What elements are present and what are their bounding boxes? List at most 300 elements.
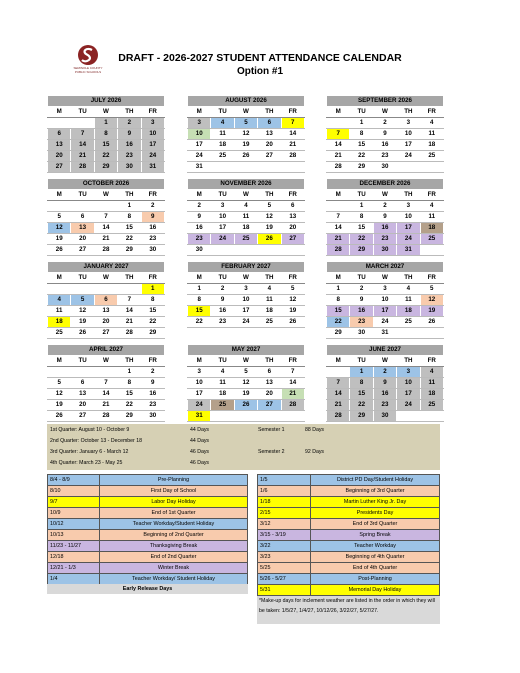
logo-text: SEMINOLE COUNTY PUBLIC SCHOOLS (73, 66, 103, 74)
calendar-day: 19 (234, 389, 257, 400)
calendar-day: 13 (258, 129, 281, 140)
calendar-day: 29 (94, 162, 117, 173)
calendar-day: 17 (234, 306, 257, 317)
legend-description: Teacher Workday/ Student Holiday (100, 574, 248, 585)
calendar-day: 3 (397, 367, 420, 378)
weekday-header: W (94, 190, 117, 201)
calendar-day: 6 (281, 201, 304, 212)
weekday-header: M (48, 356, 71, 367)
legend-row (48, 541, 248, 552)
calendar-day: 28 (327, 245, 350, 256)
calendar-day: 15 (94, 140, 117, 151)
weekday-header: FR (141, 190, 164, 201)
legend-date: 10/9 (48, 508, 100, 519)
calendar-day: 27 (94, 328, 117, 339)
legend-date: 5/26 - 5/27 (258, 574, 311, 585)
calendar-day (327, 367, 350, 378)
calendar-day: 24 (397, 234, 420, 245)
legend-row (48, 530, 248, 541)
calendar-day (397, 162, 420, 173)
month-name: SEPTEMBER 2026 (327, 96, 444, 107)
month-calendar (326, 95, 444, 173)
calendar-day: 18 (420, 140, 443, 151)
calendar-day: 25 (420, 151, 443, 162)
calendar-day: 25 (420, 234, 443, 245)
legend-row (48, 552, 248, 563)
calendar-day: 20 (94, 317, 117, 328)
calendar-day: 3 (397, 118, 420, 129)
calendar-day: 10 (234, 295, 257, 306)
semester-1-label: Semester 1 (258, 427, 285, 433)
calendar-day: 28 (118, 328, 141, 339)
calendar-day: 17 (397, 140, 420, 151)
weekday-header: TH (397, 107, 420, 118)
calendar-day (281, 162, 304, 173)
calendar-day: 17 (188, 140, 211, 151)
calendar-day: 16 (188, 223, 211, 234)
calendar-day: 1 (188, 284, 211, 295)
legend-description: First Day of School (100, 486, 248, 497)
calendar-day: 28 (281, 151, 304, 162)
weekday-header: FR (420, 107, 443, 118)
calendar-day (327, 201, 350, 212)
month-calendar (187, 344, 305, 422)
calendar-day: 6 (258, 367, 281, 378)
calendar-day (48, 284, 71, 295)
calendar-day: 12 (234, 129, 257, 140)
calendar-day: 25 (48, 328, 71, 339)
weekday-header: TU (71, 273, 94, 284)
calendar-day: 18 (397, 306, 420, 317)
weekday-header: FR (141, 107, 164, 118)
calendar-day (71, 118, 94, 129)
calendar-day: 15 (188, 306, 211, 317)
calendar-day: 2 (118, 118, 141, 129)
calendar-day: 16 (350, 306, 373, 317)
quarter-3-days: 46 Days (190, 449, 210, 455)
legend-description: Memorial Day Holiday (311, 585, 440, 596)
quarter-3-label: 3rd Quarter: January 6 - March 12 (50, 449, 129, 455)
calendar-day: 17 (373, 306, 396, 317)
calendar-day (258, 411, 281, 422)
calendar-day: 6 (258, 118, 281, 129)
legend-date: 1/18 (258, 497, 311, 508)
calendar-day: 21 (327, 400, 350, 411)
calendar-day: 24 (234, 317, 257, 328)
calendar-day: 12 (281, 295, 304, 306)
calendar-day: 24 (188, 151, 211, 162)
weekday-header: TU (350, 356, 373, 367)
legend-description: Beginning of 2nd Quarter (100, 530, 248, 541)
calendar-day: 21 (281, 389, 304, 400)
legend-date: 10/12 (48, 519, 100, 530)
calendar-day: 29 (350, 162, 373, 173)
legend-right (257, 474, 440, 596)
calendar-day (397, 328, 420, 339)
calendar-day: 31 (188, 411, 211, 422)
weekday-header: W (234, 107, 257, 118)
calendar-day (258, 162, 281, 173)
legend-date: 3/22 (258, 541, 311, 552)
calendar-day: 18 (420, 389, 443, 400)
calendar-day: 23 (373, 151, 396, 162)
weekday-header: FR (420, 273, 443, 284)
calendar-day: 10 (188, 378, 211, 389)
legend-description: Post-Planning (311, 574, 440, 585)
calendar-day: 22 (141, 317, 164, 328)
calendar-day: 14 (94, 223, 117, 234)
calendar-day: 6 (48, 129, 71, 140)
calendar-day (71, 201, 94, 212)
calendar-day (211, 411, 234, 422)
calendar-day: 24 (141, 151, 164, 162)
calendar-day: 25 (211, 151, 234, 162)
calendar-day (234, 245, 257, 256)
calendar-day: 1 (94, 118, 117, 129)
makeup-days-note: *Make-up days for inclement weather are listed in the order in which they will be taken: 1/5/27, 1/4/27, 10/12/26, 3/22/27, 5/27/27. (257, 596, 440, 624)
legend-row (258, 585, 440, 596)
calendar-day: 25 (258, 317, 281, 328)
weekday-header: W (373, 107, 396, 118)
legend-row (258, 574, 440, 585)
calendar-day: 4 (211, 367, 234, 378)
calendar-day: 11 (211, 129, 234, 140)
calendar-day: 29 (141, 328, 164, 339)
calendar-day: 23 (373, 400, 396, 411)
calendar-day: 25 (397, 317, 420, 328)
calendar-day: 18 (211, 389, 234, 400)
calendar-day: 15 (141, 306, 164, 317)
legend-row (258, 530, 440, 541)
calendar-day: 9 (141, 378, 164, 389)
legend-row (258, 541, 440, 552)
calendar-day: 5 (281, 284, 304, 295)
calendar-day: 18 (258, 306, 281, 317)
calendar-day: 14 (327, 389, 350, 400)
legend-date: 5/25 (258, 563, 311, 574)
calendar-day: 9 (141, 212, 164, 223)
calendar-day: 9 (118, 129, 141, 140)
calendar-day: 3 (188, 367, 211, 378)
calendar-day: 3 (373, 284, 396, 295)
calendar-day: 11 (234, 212, 257, 223)
calendar-day: 6 (94, 295, 117, 306)
weekday-header: TU (211, 190, 234, 201)
calendar-day: 28 (71, 162, 94, 173)
calendar-day: 31 (397, 245, 420, 256)
calendar-day (234, 411, 257, 422)
calendar-day: 29 (118, 411, 141, 422)
calendar-day (94, 367, 117, 378)
calendar-day: 7 (118, 295, 141, 306)
weekday-header: TH (118, 107, 141, 118)
semester-1-days: 88 Days (305, 427, 325, 433)
legend-row (258, 563, 440, 574)
calendar-day: 12 (71, 306, 94, 317)
quarter-4-days: 46 Days (190, 460, 210, 466)
calendar-day (420, 411, 443, 422)
calendar-day: 21 (71, 151, 94, 162)
calendar-day: 4 (420, 201, 443, 212)
calendar-day: 16 (118, 140, 141, 151)
calendar-day (48, 367, 71, 378)
calendar-day: 25 (211, 400, 234, 411)
weekday-header: M (188, 273, 211, 284)
calendar-day: 15 (350, 140, 373, 151)
legend-description: Thanksgiving Break (100, 541, 248, 552)
calendar-day: 2 (373, 201, 396, 212)
calendar-day: 26 (258, 234, 281, 245)
quarter-1-days: 44 Days (190, 427, 210, 433)
weekday-header: TU (350, 107, 373, 118)
calendar-day: 9 (373, 378, 396, 389)
month-name: JANUARY 2027 (48, 262, 165, 273)
calendar-day: 31 (373, 328, 396, 339)
calendar-day: 31 (188, 162, 211, 173)
calendar-day: 13 (71, 389, 94, 400)
legend-date: 3/12 (258, 519, 311, 530)
calendar-day (48, 201, 71, 212)
calendar-day: 23 (141, 234, 164, 245)
calendar-day: 7 (94, 378, 117, 389)
weekday-header: TU (350, 190, 373, 201)
weekday-header: M (327, 190, 350, 201)
calendar-day: 26 (234, 400, 257, 411)
legend-date: 3/23 (258, 552, 311, 563)
calendar-day: 22 (350, 234, 373, 245)
calendar-day: 30 (373, 411, 396, 422)
calendar-day: 11 (420, 212, 443, 223)
legend-description: Martin Luther King Jr. Day (311, 497, 440, 508)
legend-row (48, 574, 248, 585)
weekday-header: TU (211, 107, 234, 118)
calendar-day: 5 (420, 284, 443, 295)
legend-description: Presidents Day (311, 508, 440, 519)
calendar-day: 11 (211, 378, 234, 389)
calendar-day: 19 (420, 306, 443, 317)
calendar-day: 19 (258, 223, 281, 234)
calendar-day: 21 (327, 234, 350, 245)
month-name: JULY 2026 (48, 96, 165, 107)
calendar-day: 5 (71, 295, 94, 306)
legend-date: 3/15 - 3/19 (258, 530, 311, 541)
weekday-header: M (48, 107, 71, 118)
calendar-day: 10 (141, 129, 164, 140)
weekday-header: TH (258, 190, 281, 201)
month-name: OCTOBER 2026 (48, 179, 165, 190)
calendar-day: 8 (188, 295, 211, 306)
weekday-header: TU (211, 356, 234, 367)
calendar-day: 4 (420, 367, 443, 378)
calendar-day: 16 (141, 389, 164, 400)
calendar-day: 23 (373, 234, 396, 245)
calendar-day: 18 (420, 223, 443, 234)
calendar-day: 1 (327, 284, 350, 295)
month-calendar (187, 261, 305, 328)
calendar-day: 18 (234, 223, 257, 234)
calendar-day: 10 (397, 378, 420, 389)
calendar-day: 1 (350, 367, 373, 378)
calendar-day (234, 162, 257, 173)
legend-date: 1/6 (258, 486, 311, 497)
calendar-day: 5 (48, 378, 71, 389)
weekday-header: TH (397, 273, 420, 284)
calendar-day: 16 (211, 306, 234, 317)
calendar-day: 15 (350, 223, 373, 234)
calendar-day: 12 (420, 295, 443, 306)
legend-row (258, 475, 440, 486)
legend-description: End of 2nd Quarter (100, 552, 248, 563)
calendar-day: 26 (48, 411, 71, 422)
calendar-day: 9 (188, 212, 211, 223)
weekday-header: M (188, 356, 211, 367)
calendar-day: 23 (350, 317, 373, 328)
calendar-day: 30 (118, 162, 141, 173)
calendar-day: 24 (397, 151, 420, 162)
calendar-day: 16 (373, 140, 396, 151)
calendar-day: 17 (141, 140, 164, 151)
weekday-header: FR (420, 190, 443, 201)
calendar-day: 20 (281, 223, 304, 234)
calendar-day: 22 (118, 234, 141, 245)
calendar-day: 15 (350, 389, 373, 400)
calendar-day: 1 (141, 284, 164, 295)
legend-date: 1/5 (258, 475, 311, 486)
weekday-header: W (373, 273, 396, 284)
legend-description: Labor Day Holiday (100, 497, 248, 508)
quarter-summary (47, 424, 440, 470)
calendar-day: 20 (258, 389, 281, 400)
calendar-day: 23 (141, 400, 164, 411)
quarter-2-days: 44 Days (190, 438, 210, 444)
calendar-day: 27 (258, 151, 281, 162)
calendar-day: 22 (118, 400, 141, 411)
calendar-day: 23 (188, 234, 211, 245)
calendar-day: 19 (71, 317, 94, 328)
legend-date: 12/21 - 1/3 (48, 563, 100, 574)
weekday-header: TH (258, 273, 281, 284)
weekday-header: FR (420, 356, 443, 367)
weekday-header: W (373, 356, 396, 367)
calendar-day: 30 (350, 328, 373, 339)
calendar-day: 24 (188, 400, 211, 411)
calendar-day (118, 284, 141, 295)
calendar-day: 27 (71, 245, 94, 256)
calendar-day: 10 (397, 129, 420, 140)
calendar-day: 1 (350, 201, 373, 212)
calendar-day: 29 (118, 245, 141, 256)
legend-date: 5/31 (258, 585, 311, 596)
calendar-day: 2 (373, 367, 396, 378)
calendar-day: 7 (327, 129, 350, 140)
legend-row (48, 508, 248, 519)
calendar-day: 11 (420, 378, 443, 389)
calendar-day: 22 (350, 400, 373, 411)
calendar-day: 10 (397, 212, 420, 223)
weekday-header: TH (118, 356, 141, 367)
calendar-day: 20 (48, 151, 71, 162)
month-name: MAY 2027 (188, 345, 305, 356)
weekday-header: W (234, 190, 257, 201)
calendar-day: 30 (188, 245, 211, 256)
calendar-day: 19 (48, 234, 71, 245)
month-name: FEBRUARY 2027 (188, 262, 305, 273)
calendar-day: 5 (234, 367, 257, 378)
weekday-header: M (48, 190, 71, 201)
legend-row (48, 486, 248, 497)
legend-date: 2/15 (258, 508, 311, 519)
page-subtitle: Option #1 (236, 66, 284, 77)
weekday-header: TU (71, 190, 94, 201)
month-name: NOVEMBER 2026 (188, 179, 305, 190)
calendar-day: 28 (327, 162, 350, 173)
calendar-day: 14 (281, 378, 304, 389)
semester-2-days: 92 Days (305, 449, 325, 455)
calendar-day: 22 (327, 317, 350, 328)
calendar-day: 4 (397, 284, 420, 295)
calendar-day: 2 (350, 284, 373, 295)
legend-row (48, 475, 248, 486)
calendar-day: 21 (94, 400, 117, 411)
calendar-day: 19 (48, 400, 71, 411)
calendar-day (48, 118, 71, 129)
legend-description: District PD Day/Student Holiday (311, 475, 440, 486)
legend-description: End of 4th Quarter (311, 563, 440, 574)
weekday-header: FR (281, 190, 304, 201)
calendar-day: 13 (71, 223, 94, 234)
calendar-day: 3 (211, 201, 234, 212)
calendar-day: 5 (258, 201, 281, 212)
calendar-day: 7 (327, 212, 350, 223)
calendar-day: 14 (118, 306, 141, 317)
calendar-day: 21 (281, 140, 304, 151)
calendar-day: 30 (141, 411, 164, 422)
calendar-day: 11 (397, 295, 420, 306)
month-calendar (326, 344, 444, 422)
calendar-day (397, 411, 420, 422)
weekday-header: TU (211, 273, 234, 284)
calendar-day: 24 (397, 400, 420, 411)
legend-description: End of 3rd Quarter (311, 519, 440, 530)
calendar-day: 2 (188, 201, 211, 212)
month-calendar (187, 95, 305, 173)
calendar-day: 2 (373, 118, 396, 129)
calendar-day: 9 (211, 295, 234, 306)
calendar-day: 4 (420, 118, 443, 129)
calendar-day: 22 (94, 151, 117, 162)
calendar-day: 18 (211, 140, 234, 151)
calendar-day: 13 (258, 378, 281, 389)
legend-row (48, 497, 248, 508)
calendar-day: 25 (420, 400, 443, 411)
calendar-day: 29 (327, 328, 350, 339)
calendar-day: 24 (211, 234, 234, 245)
calendar-day (420, 162, 443, 173)
calendar-day: 13 (48, 140, 71, 151)
weekday-header: TU (350, 273, 373, 284)
calendar-day: 19 (281, 306, 304, 317)
calendar-day: 12 (48, 223, 71, 234)
calendar-day: 26 (281, 317, 304, 328)
legend-description: End of 1st Quarter (100, 508, 248, 519)
calendar-day: 3 (188, 118, 211, 129)
month-calendar (326, 178, 444, 256)
calendar-day: 13 (281, 212, 304, 223)
month-calendar (47, 261, 165, 339)
calendar-day: 4 (234, 201, 257, 212)
calendar-day: 17 (397, 389, 420, 400)
weekday-header: M (188, 190, 211, 201)
